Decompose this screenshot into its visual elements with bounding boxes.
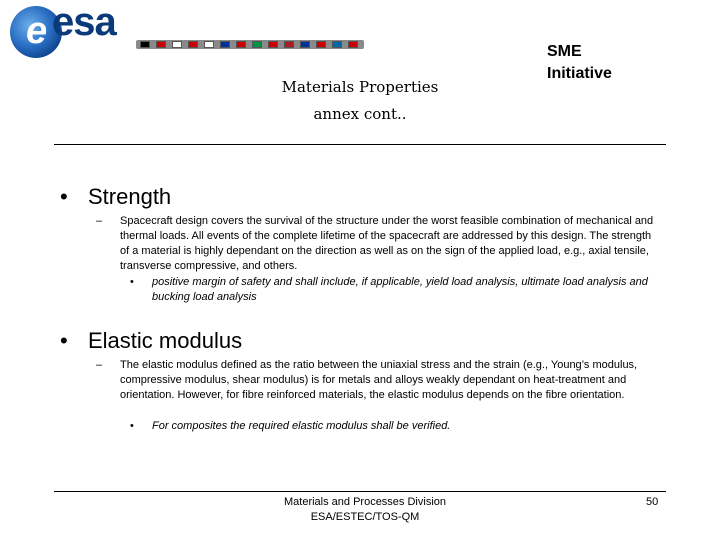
title-line-1: Materials Properties [281,78,439,96]
flag-icon [284,41,294,48]
footer-line-1: Materials and Processes Division [283,496,446,508]
member-flags-bar [136,40,364,49]
bullet-icon: • [130,276,134,288]
footer-text [260,495,470,525]
flag-icon [332,41,342,48]
flag-icon [236,41,246,48]
sub-bullet [96,214,661,274]
flag-icon [316,41,326,48]
flag-icon [204,41,214,48]
page-number: 50 [646,496,659,508]
logo-text: esa [52,0,116,44]
footer-line-2: ESA/ESTEC/TOS-QM [310,511,420,523]
initiative-label-line-2: Initiative [547,65,612,82]
flag-icon [252,41,262,48]
initiative-label-line-1: SME [547,43,582,60]
footer-divider [54,491,666,492]
bullet-icon: • [60,328,68,353]
dash-icon: – [96,215,103,227]
sub-bullet [96,358,661,403]
flag-icon [172,41,182,48]
bullet-heading-elastic-modulus [60,328,242,354]
esa-logo [8,2,368,60]
flag-icon [268,41,278,48]
sub-sub-bullet [130,419,660,434]
flag-icon [300,41,310,48]
title-line-2: annex cont.. [313,105,407,123]
header-divider [54,144,666,145]
slide-title [250,74,470,128]
heading-text: Elastic modulus [88,328,243,353]
flag-icon [188,41,198,48]
bullet-icon: • [60,184,68,209]
heading-text: Strength [88,184,172,209]
sub-bullet-text: The elastic modulus defined as the ratio between the uniaxial stress and the strain (e.g., Young’s modulus, compressive modulus, shear modulus) is for metals and alloys weakly dependant on heat-treatment and orientation. However, for fibre reinforced materials, the elastic modulus depends on the fibre orientation. [120,359,638,401]
sub-bullet-text: Spacecraft design covers the survival of the structure under the worst feasible combination of mechanical and thermal loads. All events of the complete lifetime of the spacecraft are addressed by this design. The strength of a material is highly dependant on the direction as well as on the sign of the applied load, e.g., axial tensile, transverse compressive, and others. [120,215,654,272]
sub-sub-bullet [130,275,660,305]
sub-sub-bullet-text: For composites the required elastic modulus shall be verified. [152,420,451,432]
flag-icon [348,41,358,48]
flag-icon [140,41,150,48]
flag-icon [220,41,230,48]
dash-icon: – [96,359,103,371]
bullet-heading-strength [60,184,171,210]
flag-icon [156,41,166,48]
sub-sub-bullet-text: positive margin of safety and shall include, if applicable, yield load analysis, ultimate load analysis and bucking load analysis [152,276,648,303]
bullet-icon: • [130,420,134,432]
initiative-label [547,41,612,85]
globe-icon: e [10,6,62,58]
